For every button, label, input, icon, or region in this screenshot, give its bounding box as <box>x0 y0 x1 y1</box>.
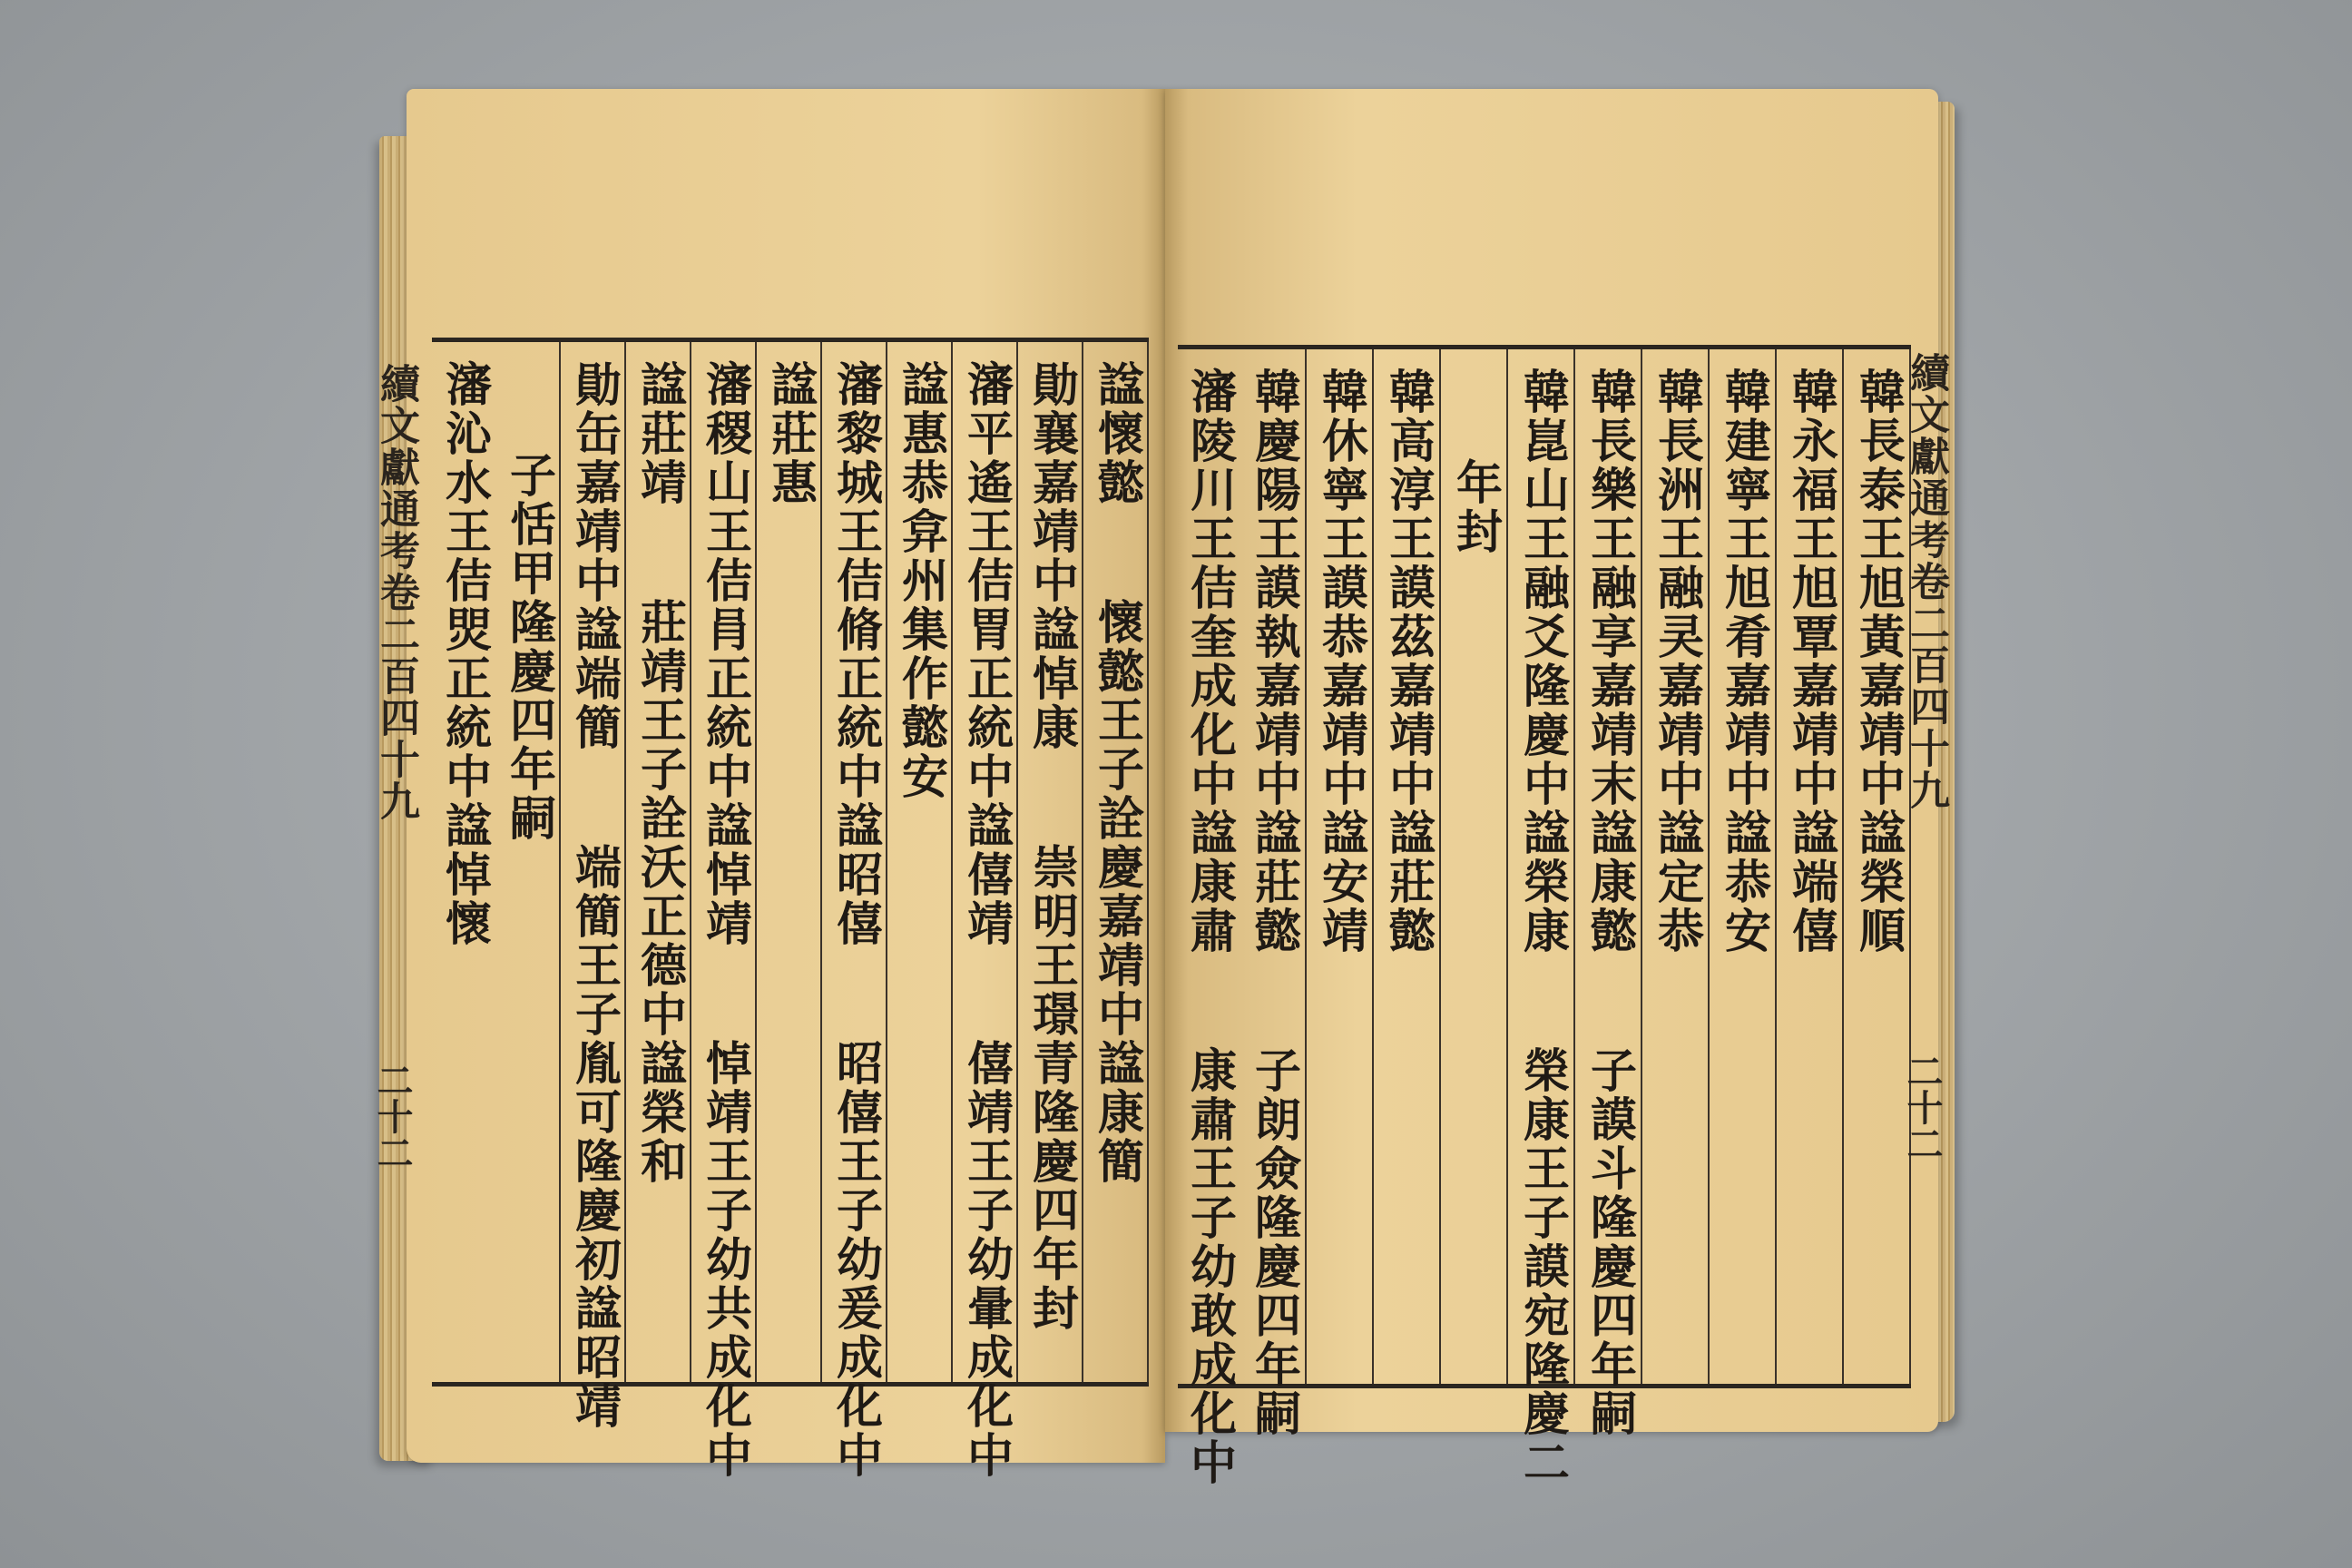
right-col-8 <box>1376 349 1441 1384</box>
text-line: 康肅王子幼敢成化中 <box>1181 1046 1237 1487</box>
left-col-7 <box>693 342 757 1480</box>
text-line: 韓長樂王融享嘉靖末諡康懿 <box>1582 368 1637 956</box>
right-margin-title: 續文獻通考卷二百四十九 <box>1903 352 1949 811</box>
text-line: 榮康王子謨宛隆慶二 <box>1514 1046 1570 1487</box>
text-line: 悼靖王子幼共成化中 <box>697 1039 752 1480</box>
left-page-number: 二十二 <box>371 1062 414 1171</box>
right-page-number: 二十二 <box>1901 1053 1944 1161</box>
text-line: 諡莊惠 <box>762 360 818 507</box>
left-col-8 <box>628 342 691 1382</box>
text-line: 諡莊靖 <box>632 360 687 507</box>
right-page <box>1165 89 1938 1487</box>
left-col-1 <box>1085 342 1149 1382</box>
right-col-5 <box>1577 349 1642 1438</box>
text-line: 瀋陵川王佶奎成化中諡康肅 <box>1181 368 1237 956</box>
right-col-2 <box>1779 349 1844 1384</box>
text-line: 昭僖王子幼爰成化中 <box>828 1039 883 1480</box>
right-col-7 <box>1443 349 1508 1384</box>
text-line: 韓長洲王融㚑嘉靖中諡定恭 <box>1649 368 1704 956</box>
text-line: 僖靖王子幼暈成化中 <box>958 1039 1014 1480</box>
text-line: 韓休寧王謨恭嘉靖中諡安靖 <box>1313 368 1368 956</box>
left-col-11 <box>432 342 495 1382</box>
text-line: 子朗僉隆慶四年嗣 <box>1246 1046 1301 1438</box>
left-col-9 <box>563 342 626 1431</box>
right-col-4 <box>1644 349 1710 1384</box>
left-col-5 <box>824 342 887 1480</box>
text-line: 韓長泰王旭黃嘉靖中諡榮順 <box>1850 368 1906 956</box>
left-col-2 <box>1020 342 1083 1382</box>
text-line: 瀋沁水王佶焸正統中諡悼懷 <box>436 360 492 948</box>
left-page <box>407 89 1165 1480</box>
right-col-9 <box>1308 349 1374 1384</box>
right-col-11 <box>1178 349 1240 1487</box>
text-line: 勛缶嘉靖中諡端簡 <box>566 360 622 752</box>
right-text-block <box>1178 345 1911 1487</box>
text-line: 子恬甲隆慶四年嗣 <box>501 451 556 843</box>
left-col-6 <box>759 342 822 1382</box>
left-margin-title: 續文獻通考卷二百四十九 <box>373 363 419 822</box>
text-line: 韓崑山王融爻隆慶中諡榮康 <box>1514 368 1570 956</box>
text-line: 懷懿王子詮慶嘉靖中諡康簡 <box>1089 598 1144 1186</box>
left-col-4 <box>889 342 953 1382</box>
text-line: 諡惠恭弇州集作懿安 <box>893 360 948 801</box>
text-line: 年封 <box>1447 458 1503 556</box>
right-col-3 <box>1711 349 1777 1384</box>
text-line: 子謨斗隆慶四年嗣 <box>1582 1046 1637 1438</box>
text-line: 韓高淳王謨茲嘉靖中諡莊懿 <box>1380 368 1436 956</box>
left-col-3 <box>955 342 1018 1480</box>
right-col-10 <box>1241 349 1307 1438</box>
text-line: 瀋黎城王佶脩正統中諡昭僖 <box>828 360 883 948</box>
text-line: 瀋平遙王佶胃正統中諡僖靖 <box>958 360 1014 948</box>
text-line: 勛襄嘉靖中諡悼康 <box>1024 360 1079 752</box>
right-col-6 <box>1510 349 1575 1487</box>
text-line: 端簡王子胤可隆慶初諡昭靖 <box>566 843 622 1431</box>
text-line: 諡懷懿 <box>1089 360 1144 507</box>
text-line: 莊靖王子詮沃正德中諡榮和 <box>632 598 687 1186</box>
left-text-block <box>432 338 1149 1480</box>
text-line: 韓慶陽王謨執嘉靖中諡莊懿 <box>1246 368 1301 956</box>
text-line: 瀋稷山王佶肙正統中諡悼靖 <box>697 360 752 948</box>
text-line: 韓永福王旭覃嘉靖中諡端僖 <box>1783 368 1838 956</box>
text-line: 崇明王璟青隆慶四年封 <box>1024 843 1079 1333</box>
text-line: 韓建寧王旭肴嘉靖中諡恭安 <box>1716 368 1771 956</box>
left-col-10 <box>497 342 561 1382</box>
